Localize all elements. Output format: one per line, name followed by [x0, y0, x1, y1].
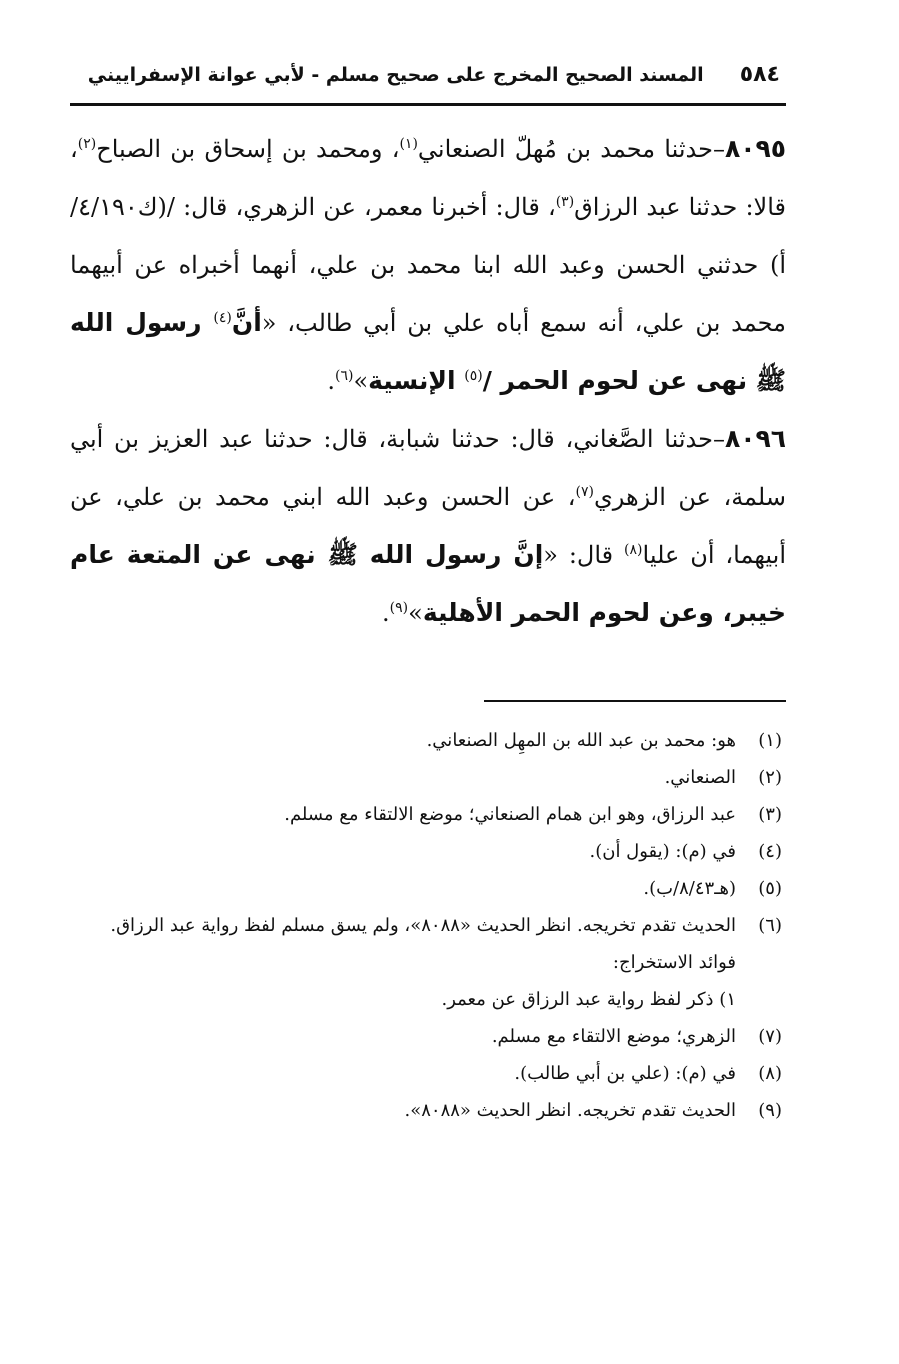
footnote-marker[interactable]: (٢)	[77, 136, 97, 152]
main-text	[70, 120, 786, 642]
footnote-marker[interactable]: (٤)	[213, 310, 232, 326]
footnote-number: (٦)	[758, 915, 782, 936]
hadith-text: »	[408, 599, 423, 627]
footnote-text: الحديث تقدم تخريجه. انظر الحديث «٨٠٨٨».	[404, 1100, 736, 1121]
footnote	[70, 870, 782, 907]
footnote	[70, 796, 782, 833]
hadith-matn: أنَّ	[231, 308, 262, 337]
running-header	[70, 62, 786, 106]
footnote	[70, 907, 782, 944]
footnote	[70, 759, 782, 796]
book-page	[70, 62, 787, 1121]
footnote-text: في (م): (علي بن أبي طالب).	[514, 1063, 736, 1084]
footnote-text: عبد الرزاق، وهو ابن همام الصنعاني؛ موضع الالتقاء مع مسلم.	[284, 804, 736, 825]
hadith-number: ٨٠٩٦	[724, 424, 786, 453]
hadith-text: –حدثنا الصَّغاني، قال: حدثنا شبابة، قال: حدثنا عبد العزيز بن أبي سلمة، عن الزهري	[70, 425, 786, 511]
hadith-text: ، عن الحسن وعبد الله ابني محمد بن علي، عن أبيهما، أن عليا	[70, 483, 786, 569]
footnote-text: الصنعاني.	[664, 767, 736, 788]
footnote-number: (٢)	[758, 767, 782, 788]
footnote-number: (٩)	[758, 1100, 782, 1121]
footnote-marker[interactable]: (٣)	[555, 194, 575, 210]
footnote-number: (٣)	[758, 804, 782, 825]
footnote-text: فوائد الاستخراج:	[612, 952, 736, 973]
hadith-text: ، قالا: حدثنا عبد الرزاق	[70, 135, 787, 221]
footnote-marker[interactable]: (٨)	[624, 542, 643, 558]
hadith-matn: الإنسية	[368, 366, 465, 395]
footnote-divider	[484, 700, 786, 702]
footnote-marker[interactable]: (٦)	[334, 368, 354, 384]
hadith-8095	[70, 120, 786, 410]
footnote-number: (١)	[758, 730, 782, 751]
hadith-8096	[70, 410, 786, 642]
footnote-subitem	[70, 981, 782, 1018]
page-number: ٥٨٤	[739, 62, 780, 87]
footnote	[70, 1055, 782, 1092]
footnote	[70, 722, 782, 759]
footnote-marker[interactable]: (٥)	[464, 368, 483, 384]
footnote-marker[interactable]: (٩)	[389, 600, 409, 616]
footnote-text: (هـ٨/٤٣/ب).	[643, 878, 736, 899]
footnote-number: (٨)	[758, 1063, 782, 1084]
hadith-number: ٨٠٩٥	[724, 134, 787, 163]
hadith-text: »	[353, 367, 369, 395]
footnote-text: الزهري؛ موضع الالتقاء مع مسلم.	[491, 1026, 736, 1047]
footnote	[70, 833, 782, 870]
footnote-subheading	[70, 944, 782, 981]
hadith-text: .	[327, 367, 335, 395]
hadith-text: ، ومحمد بن إسحاق بن الصباح	[96, 135, 400, 163]
footnote-marker[interactable]: (١)	[399, 136, 418, 152]
footnote	[70, 1092, 782, 1129]
hadith-text: قال: «	[543, 541, 625, 569]
footnote	[70, 1018, 782, 1055]
footnote-marker[interactable]: (٧)	[575, 484, 594, 500]
book-title: المسند الصحيح المخرج على صحيح مسلم - لأبي عوانة الإسفراييني	[87, 64, 704, 86]
hadith-matn: رسول الله ﷺ نهى عن لحوم الحمر /	[70, 308, 786, 395]
footnotes	[70, 722, 782, 1129]
footnote-number: (٤)	[758, 841, 782, 862]
hadith-text: –حدثنا محمد بن مُهلّ الصنعاني	[417, 135, 725, 163]
footnote-text: هو: محمد بن عبد الله بن المهِل الصنعاني.	[426, 730, 736, 751]
footnote-number: (٧)	[758, 1026, 782, 1047]
hadith-text: ، قال: أخبرنا معمر، عن الزهري، قال: /(ك٤/١٩٠/أ) حدثني الحسن وعبد الله ابنا محمد بن علي، أنهما أخبراه عن أبيهما محمد بن علي، أنه سمع أباه علي بن أبي طالب، «	[70, 193, 786, 337]
hadith-matn: إنَّ رسول الله ﷺ نهى عن المتعة عام خيبر، وعن لحوم الحمر الأهلية	[70, 540, 786, 627]
footnote-text: ١) ذكر لفظ رواية عبد الرزاق عن معمر.	[441, 989, 736, 1010]
footnote-number: (٥)	[758, 878, 782, 899]
footnote-text: الحديث تقدم تخريجه. انظر الحديث «٨٠٨٨»، ولم يسق مسلم لفظ رواية عبد الرزاق.	[110, 915, 736, 936]
hadith-text: .	[382, 599, 390, 627]
footnote-text: في (م): (يقول أن).	[589, 841, 736, 862]
